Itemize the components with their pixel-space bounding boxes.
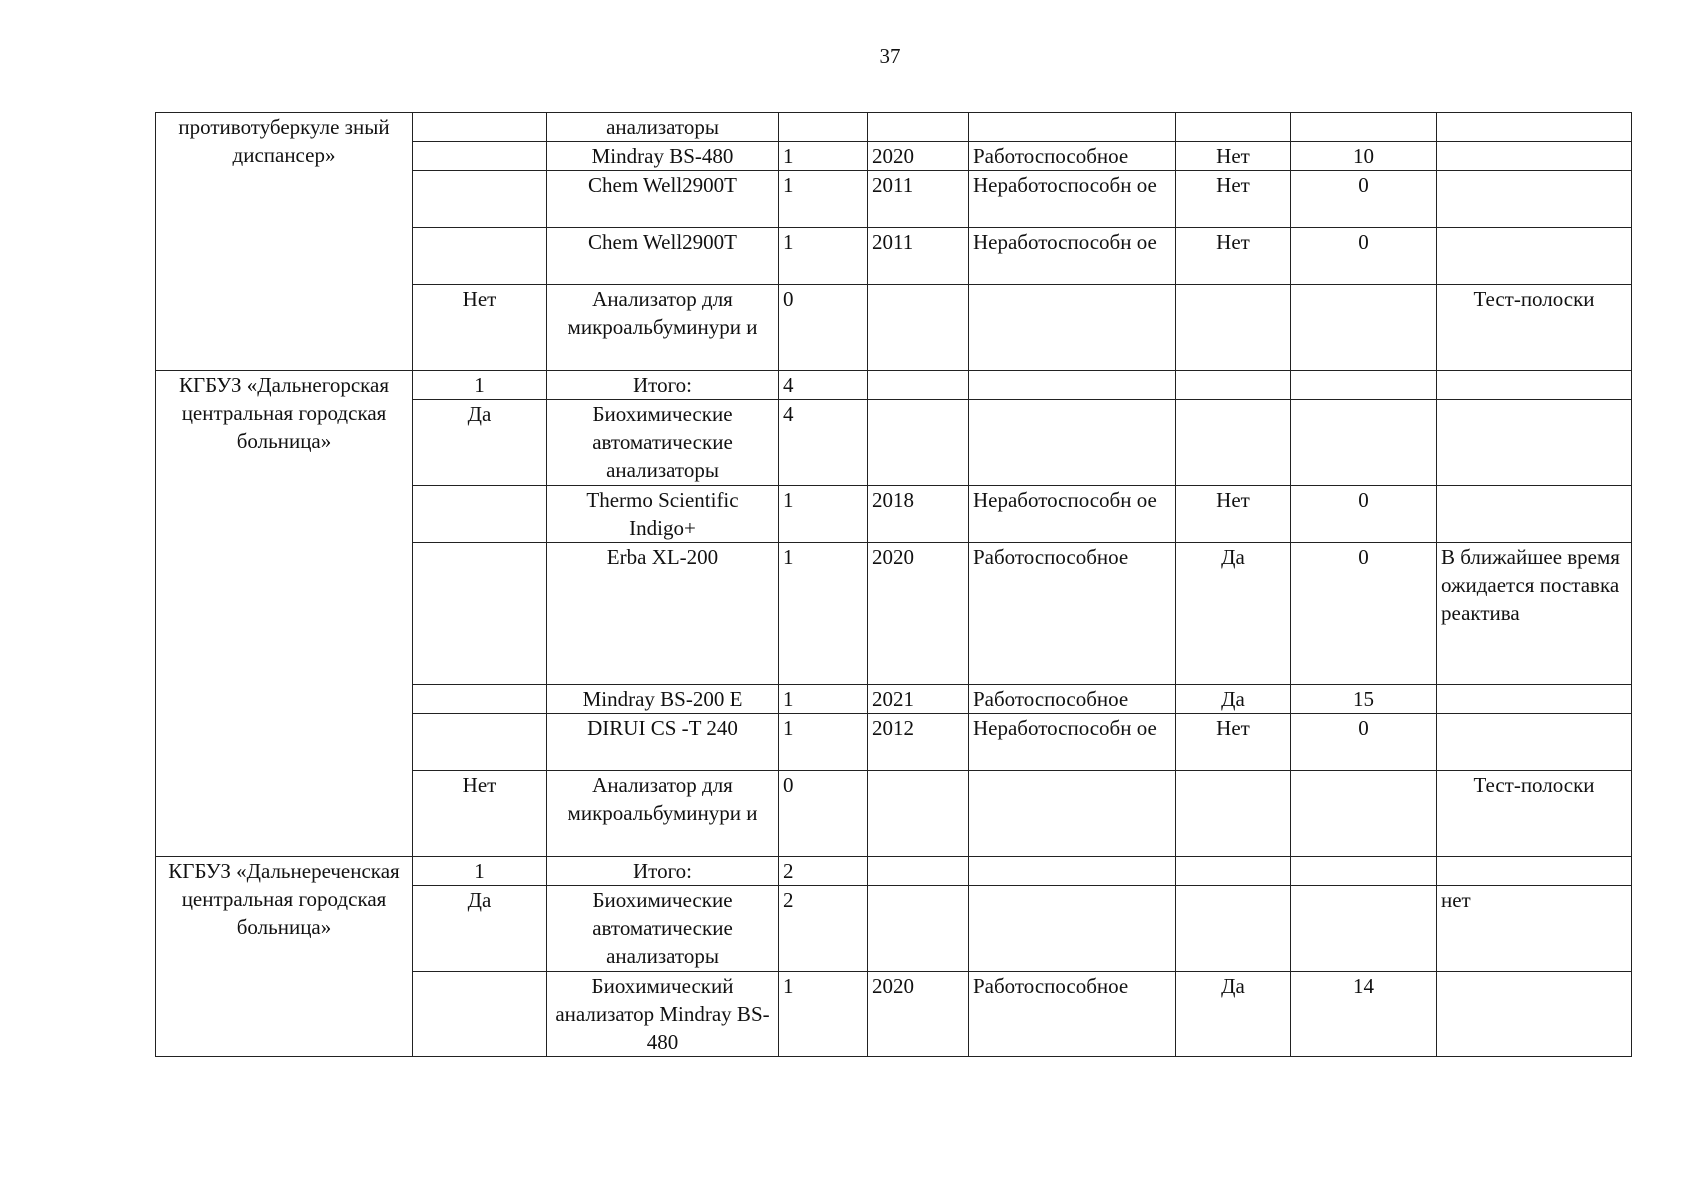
cell-count: 0: [1291, 543, 1437, 685]
cell-note: [1437, 486, 1632, 543]
cell-state: Неработоспособн ое: [969, 486, 1176, 543]
cell-flag: 1: [413, 857, 547, 886]
cell-count: 0: [1291, 714, 1437, 771]
cell-name: Mindray BS-480: [547, 142, 779, 171]
cell-name: Анализатор для микроальбуминури и: [547, 771, 779, 857]
cell-count: [1291, 371, 1437, 400]
cell-year: 2011: [868, 228, 969, 285]
cell-yn: [1176, 371, 1291, 400]
cell-name: Mindray BS-200 E: [547, 685, 779, 714]
cell-note: Тест-полоски: [1437, 771, 1632, 857]
cell-flag: Нет: [413, 771, 547, 857]
cell-flag: [413, 543, 547, 685]
cell-yn: Нет: [1176, 171, 1291, 228]
cell-qty: 1: [779, 171, 868, 228]
table-row: [156, 113, 1632, 142]
cell-flag: [413, 171, 547, 228]
page-number: 37: [879, 44, 901, 68]
cell-count: 0: [1291, 171, 1437, 228]
cell-state: [969, 886, 1176, 972]
cell-qty: 1: [779, 142, 868, 171]
cell-note: [1437, 142, 1632, 171]
cell-flag: [413, 142, 547, 171]
cell-state: [969, 285, 1176, 371]
cell-qty: 2: [779, 857, 868, 886]
cell-count: 10: [1291, 142, 1437, 171]
cell-name: Итого:: [547, 857, 779, 886]
cell-yn: Нет: [1176, 142, 1291, 171]
cell-state: Работоспособное: [969, 142, 1176, 171]
cell-name: Chem Well2900T: [547, 171, 779, 228]
cell-state: [969, 857, 1176, 886]
cell-year: 2018: [868, 486, 969, 543]
cell-year: 2021: [868, 685, 969, 714]
cell-flag: 1: [413, 371, 547, 400]
cell-count: 15: [1291, 685, 1437, 714]
cell-count: 0: [1291, 228, 1437, 285]
cell-yn: Нет: [1176, 486, 1291, 543]
cell-qty: 1: [779, 228, 868, 285]
cell-year: 2020: [868, 142, 969, 171]
cell-qty: 4: [779, 400, 868, 486]
cell-note: [1437, 857, 1632, 886]
organization-cell: КГБУЗ «Дальнегорская центральная городская больница»: [156, 371, 413, 857]
organization-cell: противотуберкуле зный диспансер»: [156, 113, 413, 371]
cell-count: [1291, 400, 1437, 486]
cell-flag: Да: [413, 886, 547, 972]
cell-state: [969, 400, 1176, 486]
cell-year: [868, 886, 969, 972]
cell-qty: 1: [779, 972, 868, 1057]
cell-flag: Да: [413, 400, 547, 486]
cell-qty: 1: [779, 543, 868, 685]
cell-note: [1437, 714, 1632, 771]
cell-yn: [1176, 400, 1291, 486]
table-row: [156, 371, 1632, 400]
cell-name: анализаторы: [547, 113, 779, 142]
cell-yn: Да: [1176, 543, 1291, 685]
cell-yn: Да: [1176, 972, 1291, 1057]
cell-year: [868, 857, 969, 886]
cell-flag: Нет: [413, 285, 547, 371]
cell-qty: 0: [779, 771, 868, 857]
cell-note: [1437, 228, 1632, 285]
cell-qty: 1: [779, 486, 868, 543]
cell-name: Chem Well2900T: [547, 228, 779, 285]
cell-qty: 0: [779, 285, 868, 371]
cell-state: Работоспособное: [969, 972, 1176, 1057]
table-body: [156, 113, 1632, 1057]
cell-state: Работоспособное: [969, 685, 1176, 714]
cell-name: Биохимические автоматические анализаторы: [547, 400, 779, 486]
cell-name: DIRUI CS -T 240: [547, 714, 779, 771]
cell-year: 2020: [868, 543, 969, 685]
cell-note: [1437, 371, 1632, 400]
cell-count: 14: [1291, 972, 1437, 1057]
cell-state: [969, 371, 1176, 400]
cell-flag: [413, 685, 547, 714]
cell-note: В ближайшее время ожидается поставка реактива: [1437, 543, 1632, 685]
cell-note: [1437, 113, 1632, 142]
cell-count: [1291, 886, 1437, 972]
cell-flag: [413, 714, 547, 771]
cell-qty: 1: [779, 714, 868, 771]
cell-note: [1437, 685, 1632, 714]
cell-note: [1437, 400, 1632, 486]
cell-yn: Нет: [1176, 714, 1291, 771]
cell-yn: [1176, 285, 1291, 371]
cell-note: [1437, 972, 1632, 1057]
cell-count: [1291, 857, 1437, 886]
cell-note: нет: [1437, 886, 1632, 972]
cell-state: [969, 113, 1176, 142]
cell-flag: [413, 228, 547, 285]
cell-name: Итого:: [547, 371, 779, 400]
cell-yn: [1176, 857, 1291, 886]
cell-yn: [1176, 886, 1291, 972]
cell-year: [868, 371, 969, 400]
cell-qty: 2: [779, 886, 868, 972]
cell-yn: [1176, 113, 1291, 142]
cell-count: [1291, 113, 1437, 142]
cell-year: [868, 771, 969, 857]
cell-year: 2012: [868, 714, 969, 771]
cell-flag: [413, 113, 547, 142]
cell-qty: [779, 113, 868, 142]
cell-qty: 1: [779, 685, 868, 714]
cell-flag: [413, 972, 547, 1057]
cell-year: 2020: [868, 972, 969, 1057]
cell-count: 0: [1291, 486, 1437, 543]
cell-yn: Нет: [1176, 228, 1291, 285]
cell-name: Анализатор для микроальбуминури и: [547, 285, 779, 371]
cell-state: Неработоспособн ое: [969, 171, 1176, 228]
table-row: [156, 857, 1632, 886]
cell-flag: [413, 486, 547, 543]
cell-yn: [1176, 771, 1291, 857]
cell-note: [1437, 171, 1632, 228]
cell-name: Thermo Scientific Indigo+: [547, 486, 779, 543]
cell-qty: 4: [779, 371, 868, 400]
cell-name: Erba XL-200: [547, 543, 779, 685]
cell-note: Тест-полоски: [1437, 285, 1632, 371]
cell-year: 2011: [868, 171, 969, 228]
organization-cell: КГБУЗ «Дальнереченская центральная городская больница»: [156, 857, 413, 1057]
cell-state: Работоспособное: [969, 543, 1176, 685]
cell-count: [1291, 771, 1437, 857]
cell-state: Неработоспособн ое: [969, 228, 1176, 285]
cell-name: Биохимический анализатор Mindray BS-480: [547, 972, 779, 1057]
cell-state: Неработоспособн ое: [969, 714, 1176, 771]
cell-count: [1291, 285, 1437, 371]
cell-year: [868, 400, 969, 486]
cell-yn: Да: [1176, 685, 1291, 714]
cell-name: Биохимические автоматические анализаторы: [547, 886, 779, 972]
cell-year: [868, 285, 969, 371]
cell-state: [969, 771, 1176, 857]
cell-year: [868, 113, 969, 142]
equipment-table: [155, 112, 1632, 1057]
